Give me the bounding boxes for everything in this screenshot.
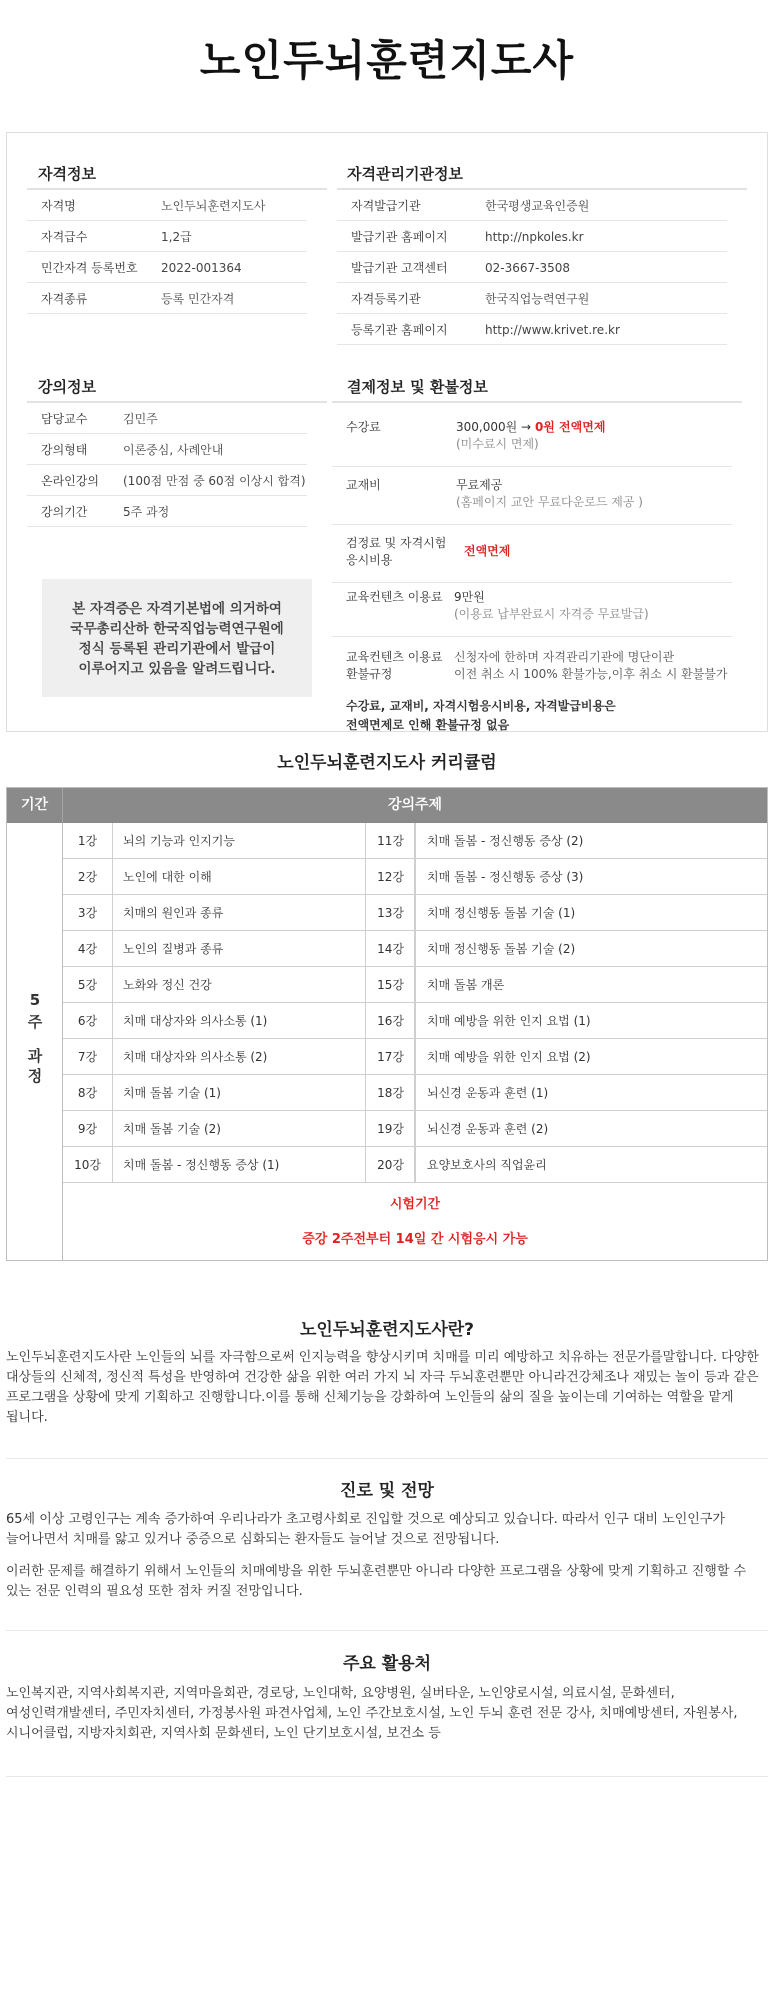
exam-fee-key-line: 검정료 및 자격시험: [346, 536, 447, 550]
fee-free: 0원 전액면제: [534, 420, 606, 434]
lecture-topic: 뇌의 기능과 인지기능: [123, 834, 235, 848]
row-key: 자격등록기관: [351, 292, 421, 306]
table-row: [63, 895, 767, 931]
cell-divider: [415, 1111, 416, 1147]
lecture-number: 5강: [63, 967, 113, 1003]
head-subject: 강의주제: [63, 788, 767, 823]
table-row: [63, 1147, 767, 1183]
lecture-topic: 노인의 질병과 종류: [123, 942, 224, 956]
career-body-2: 이러한 문제를 해결하기 위해서 노인들의 치매예방을 위한 두뇌훈련뿐만 아니라 다양한 프로그램을 상황에 맞게 기획하고 진행할 수 있는 전문 인력의 필요성 또한 점차 커질 전망입니다.: [6, 1564, 747, 1599]
row-key: 자격종류: [41, 292, 88, 306]
lecture-topic: 치매 대상자와 의사소통 (1): [123, 1014, 268, 1028]
row-key: 등록기관 홈페이지: [351, 323, 448, 337]
material-note: (홈페이지 교안 무료다운로드 제공 ): [456, 495, 643, 509]
lecture-number: 9강: [63, 1111, 113, 1147]
row-value: http://npkoles.kr: [485, 230, 584, 244]
table-row: [63, 859, 767, 895]
row-value: 김민주: [123, 412, 158, 426]
material-key: 교재비: [346, 478, 381, 492]
lecture-topic: 치매 돌봄 - 정신행동 증상 (1): [123, 1158, 280, 1172]
cell-divider: [415, 931, 416, 967]
cell-divider: [415, 1003, 416, 1039]
exam-fee-key: [346, 535, 466, 569]
refund-row: [346, 649, 766, 689]
curriculum-table: [6, 787, 768, 1261]
about-title: 노인두뇌훈련지도사란?: [299, 1320, 475, 1340]
period-char: 주: [27, 1013, 43, 1031]
table-row: [63, 1111, 767, 1147]
row-value: 1,2급: [161, 230, 192, 244]
table-row: [27, 466, 307, 496]
refund-key-line: 교육컨텐츠 이용료: [346, 650, 443, 664]
lecture-number: 18강: [365, 1075, 415, 1111]
table-row: [337, 253, 727, 283]
divider: [337, 188, 747, 190]
table-row: [27, 253, 307, 283]
divider: [27, 188, 327, 190]
about-body: 노인두뇌훈련지도사란 노인들의 뇌를 자극함으로써 인지능력을 향상시키며 치매를 미리 예방하고 치유하는 전문가를말합니다. 다양한 대상들의 신체적, 정신적 특성을 반영하여 건강한 삶을 위한 여러 가지 뇌 자극 두뇌훈련뿐만 아니라건강체조나 재밌는 놀이 등과 같은 프로그램을 상황에 맞게 기획하고 진행합니다.이를 통해 신체기능을 강화하여 노인들의 삶의 질을 높이는데 기여하는 역할을 맡게 됩니다.: [6, 1350, 759, 1425]
lecture-number: 10강: [63, 1147, 113, 1183]
fee-note: (미수료시 면제): [456, 437, 539, 451]
cell-divider: [415, 895, 416, 931]
refund-footer-line: 수강료, 교재비, 자격시험응시비용, 자격발급비용은: [346, 699, 616, 713]
cell-divider: [415, 823, 416, 859]
row-key: 발급기관 홈페이지: [351, 230, 448, 244]
page-title: 노인두뇌훈련지도사: [199, 36, 575, 85]
lecture-number: 16강: [365, 1003, 415, 1039]
payment-table: [332, 403, 752, 732]
lecture-number: 13강: [365, 895, 415, 931]
lecture-number: 1강: [63, 823, 113, 859]
cell-divider: [415, 1075, 416, 1111]
fee-price: 300,000원: [456, 420, 518, 434]
notice-line: 정식 등록된 관리기관에서 발급이: [78, 641, 276, 657]
lecture-topic: 치매의 원인과 종류: [123, 906, 224, 920]
cell-divider: [415, 859, 416, 895]
lecture-topic: 노인에 대한 이해: [123, 870, 212, 884]
row-value: 02-3667-3508: [485, 261, 571, 275]
table-row: [337, 315, 727, 345]
exam-desc: 증강 2주전부터 14일 간 시험응시 가능: [302, 1232, 528, 1247]
fee-row: [346, 419, 746, 459]
cell-divider: [415, 1147, 416, 1183]
lecture-topic: 뇌신경 운동과 훈련 (1): [427, 1086, 549, 1100]
row-value: (100점 만점 중 60점 이상시 합격): [123, 474, 306, 488]
lecture-number: 12강: [365, 859, 415, 895]
divider: [6, 1458, 768, 1459]
divider: [6, 1776, 768, 1777]
lecture-topic: 치매 돌봄 - 정신행동 증상 (3): [427, 870, 584, 884]
table-row: [337, 284, 727, 314]
refund-footer-line: 전액면제로 인해 환불규정 없음: [346, 718, 510, 732]
table-row: [63, 823, 767, 859]
exam-fee-row: [346, 535, 746, 575]
career-body-1: 65세 이상 고령인구는 계속 증가하여 우리나라가 초고령사회로 진입할 것으로 예상되고 있습니다. 따라서 인구 대비 노인인구가 늘어나면서 치매를 앓고 있거나 중증으로 심화되는 환자들도 늘어날 것으로 전망됩니다.: [6, 1512, 725, 1547]
curriculum-title: 노인두뇌훈련지도사 커리큘럼: [277, 753, 497, 773]
row-value: 한국직업능력연구원: [485, 292, 590, 306]
refund-value: [454, 649, 727, 683]
content-fee-row: [346, 589, 746, 629]
lecture-topic: 치매 예방을 위한 인지 요법 (1): [427, 1014, 591, 1028]
row-key: 자격발급기관: [351, 199, 421, 213]
lecture-number: 8강: [63, 1075, 113, 1111]
content-fee-note: (이용료 납부완료시 자격증 무료발급): [454, 607, 649, 621]
notice-line: 이루어지고 있음을 알려드립니다.: [78, 661, 276, 677]
period-number: 5: [29, 991, 41, 1009]
lecture-topic: 치매 돌봄 개론: [427, 978, 505, 992]
lecture-topic: 치매 예방을 위한 인지 요법 (2): [427, 1050, 591, 1064]
fee-key: 수강료: [346, 420, 381, 434]
refund-key-line: 환불규정: [346, 667, 393, 681]
row-value: 이론중심, 사례안내: [123, 443, 224, 457]
table-row: [27, 191, 307, 221]
row-key: 발급기관 고객센터: [351, 261, 448, 275]
row-value: 등록 민간자격: [161, 292, 235, 306]
exam-fee-value: 전액면제: [464, 544, 511, 558]
lecture-topic: 치매 정신행동 돌봄 기술 (2): [427, 942, 576, 956]
period-char: 과: [27, 1047, 43, 1065]
row-value: 5주 과정: [123, 505, 170, 519]
lecture-topic: 노화와 정신 건강: [123, 978, 212, 992]
row-key: 자격급수: [41, 230, 88, 244]
lecture-topic: 뇌신경 운동과 훈련 (2): [427, 1122, 549, 1136]
table-row: [27, 497, 307, 527]
material-value: [456, 477, 643, 511]
period-cell: [7, 823, 63, 1260]
table-row: [63, 1075, 767, 1111]
row-key: 강의형태: [41, 443, 88, 457]
cell-divider: [415, 967, 416, 1003]
row-key: 민간자격 등록번호: [41, 261, 138, 275]
period-char: 정: [27, 1067, 43, 1085]
refund-key: [346, 649, 466, 683]
refund-value-line: 신청자에 한하며 자격관리기관에 명단이관: [454, 650, 675, 664]
lecture-topic: 치매 대상자와 의사소통 (2): [123, 1050, 268, 1064]
divider: [6, 1630, 768, 1631]
lecture-number: 15강: [365, 967, 415, 1003]
cell-divider: [415, 1039, 416, 1075]
lecture-number: 6강: [63, 1003, 113, 1039]
exam-label: 시험기간: [389, 1197, 441, 1212]
material-row: [346, 477, 746, 517]
table-row: [27, 404, 307, 434]
divider: [332, 582, 732, 583]
lecture-number: 11강: [365, 823, 415, 859]
row-key: 담당교수: [41, 412, 88, 426]
table-row: [337, 191, 727, 221]
lecture-topic: 요양보호사의 직업윤리: [427, 1158, 547, 1172]
row-value: 2022-001364: [161, 261, 242, 275]
lecture-number: 3강: [63, 895, 113, 931]
cert-info-heading: 자격정보: [38, 165, 96, 183]
head-period: 기간: [7, 788, 63, 823]
lecture-number: 4강: [63, 931, 113, 967]
table-row: [337, 222, 727, 252]
row-key: 온라인강의: [41, 474, 99, 488]
career-title: 진로 및 전망: [340, 1481, 434, 1501]
lecture-number: 19강: [365, 1111, 415, 1147]
lecture-number: 14강: [365, 931, 415, 967]
payment-heading: 결제정보 및 환불정보: [347, 378, 488, 396]
row-value: http://www.krivet.re.kr: [485, 323, 620, 337]
refund-value-line: 이전 취소 시 100% 환불가능,이후 취소 시 환불불가: [454, 667, 728, 681]
row-key: 자격명: [41, 199, 76, 213]
content-fee-value: [454, 589, 649, 623]
exam-fee-key-line: 응시비용: [346, 553, 393, 567]
table-row: [63, 967, 767, 1003]
row-key: 강의기간: [41, 505, 88, 519]
divider: [332, 466, 732, 467]
lecture-number: 2강: [63, 859, 113, 895]
info-box: [6, 132, 768, 732]
lecture-topic: 치매 돌봄 기술 (2): [123, 1122, 221, 1136]
notice-box: [42, 579, 312, 697]
fee-value: [456, 419, 605, 453]
usage-title: 주요 활용처: [342, 1654, 432, 1674]
table-row: [27, 222, 307, 252]
table-row: [27, 435, 307, 465]
material-value-text: 무료제공: [456, 478, 503, 492]
table-row: [63, 1039, 767, 1075]
lecture-number: 7강: [63, 1039, 113, 1075]
divider: [332, 524, 732, 525]
table-row: [63, 931, 767, 967]
agency-info-heading: 자격관리기관정보: [347, 165, 463, 183]
usage-body: 노인복지관, 지역사회복지관, 지역마을회관, 경로당, 노인대학, 요양병원, 실버타운, 노인양로시설, 의료시설, 문화센터, 여성인력개발센터, 주민자치센터, 가정봉사원 파견사업체, 노인 주간보호시설, 노인 두뇌 훈련 전문 강사, 치매예방센터, 자원봉사, 시니어클럽, 지방자치회관, 지역사회 문화센터, 노인 단기보호시설, 보건소 등: [6, 1686, 738, 1741]
lecture-number: 20강: [365, 1147, 415, 1183]
notice-line: 국무총리산하 한국직업능력연구원에: [70, 621, 284, 637]
table-row: [27, 284, 307, 314]
row-value: 노인두뇌훈련지도사: [161, 199, 266, 213]
arrow-icon: →: [521, 420, 532, 434]
lecture-info-heading: 강의정보: [38, 378, 96, 396]
content-fee-amount: 9만원: [454, 590, 485, 604]
content-fee-key: 교육컨텐츠 이용료: [346, 590, 443, 604]
refund-footer: [346, 697, 756, 735]
lecture-topic: 치매 돌봄 - 정신행동 증상 (2): [427, 834, 584, 848]
row-value: 한국평생교육인증원: [485, 199, 590, 213]
lecture-number: 17강: [365, 1039, 415, 1075]
lecture-topic: 치매 정신행동 돌봄 기술 (1): [427, 906, 576, 920]
divider: [27, 401, 327, 403]
divider: [332, 636, 732, 637]
lecture-topic: 치매 돌봄 기술 (1): [123, 1086, 221, 1100]
notice-line: 본 자격증은 자격기본법에 의거하여: [72, 601, 282, 617]
table-row: [63, 1003, 767, 1039]
